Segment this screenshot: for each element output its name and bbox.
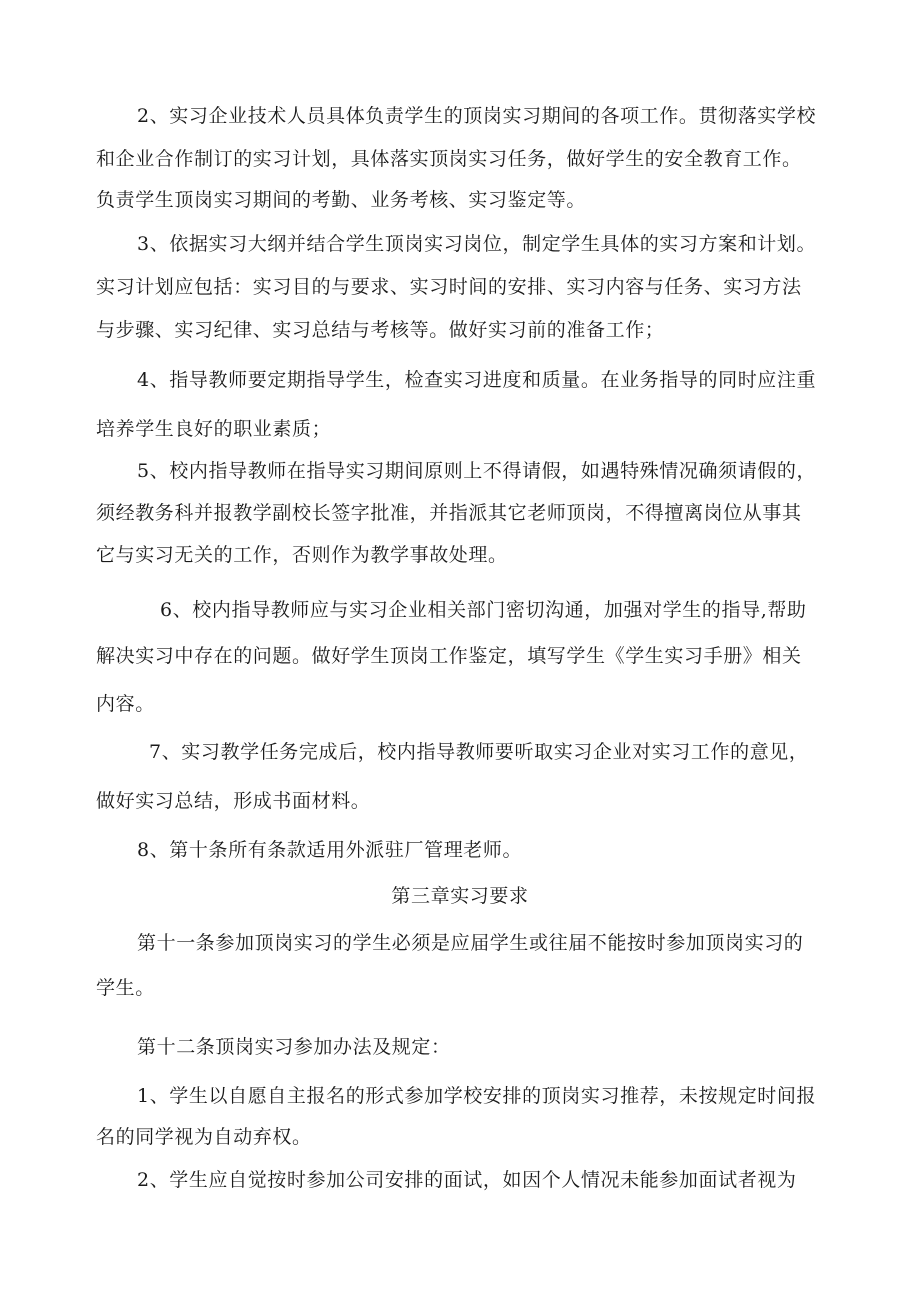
paragraph-line: 5、校内指导教师在指导实习期间原则上不得请假，如遇特殊情况确须请假的， bbox=[137, 460, 817, 482]
paragraph-line: 内容。 bbox=[96, 693, 155, 715]
paragraph-line: 它与实习无关的工作，否则作为教学事故处理。 bbox=[96, 544, 508, 566]
paragraph-line: 实习计划应包括：实习目的与要求、实习时间的安排、实习内容与任务、实习方法 bbox=[96, 276, 802, 298]
paragraph-line: 负责学生顶岗实习期间的考勤、业务考核、实习鉴定等。 bbox=[96, 189, 587, 211]
paragraph-line: 解决实习中存在的问题。做好学生顶岗工作鉴定，填写学生《学生实习手册》相关 bbox=[96, 645, 802, 667]
paragraph-line: 须经教务科并报教学副校长签字批准，并指派其它老师顶岗，不得擅离岗位从事其 bbox=[96, 502, 802, 524]
paragraph-line: 培养学生良好的职业素质； bbox=[96, 418, 332, 440]
paragraph-line: 4、指导教师要定期指导学生，检查实习进度和质量。在业务指导的同时应注重 bbox=[137, 369, 817, 391]
article-line: 第十一条参加顶岗实习的学生必须是应届学生或往届不能按时参加顶岗实习的 bbox=[137, 932, 804, 954]
chapter-heading: 第三章实习要求 bbox=[391, 885, 529, 907]
article-line: 名的同学视为自动弃权。 bbox=[96, 1126, 312, 1148]
paragraph-line: 8、第十条所有条款适用外派驻厂管理老师。 bbox=[137, 839, 523, 861]
article-line: 学生。 bbox=[96, 977, 155, 999]
paragraph-line: 7、实习教学任务完成后，校内指导教师要听取实习企业对实习工作的意见， bbox=[149, 741, 809, 763]
article-line: 2、学生应自觉按时参加公司安排的面试，如因个人情况未能参加面试者视为 bbox=[137, 1169, 797, 1191]
paragraph-line: 6、校内指导教师应与实习企业相关部门密切沟通，加强对学生的指导,帮助 bbox=[160, 599, 807, 621]
paragraph-line: 与步骤、实习纪律、实习总结与考核等。做好实习前的准备工作； bbox=[96, 319, 665, 341]
paragraph-line: 做好实习总结，形成书面材料。 bbox=[96, 790, 371, 812]
paragraph-line: 2、实习企业技术人员具体负责学生的顶岗实习期间的各项工作。贯彻落实学校 bbox=[137, 105, 817, 127]
article-line: 第十二条顶岗实习参加办法及规定： bbox=[137, 1036, 451, 1058]
paragraph-line: 和企业合作制订的实习计划，具体落实顶岗实习任务，做好学生的安全教育工作。 bbox=[96, 148, 802, 170]
paragraph-line: 3、依据实习大纲并结合学生顶岗实习岗位，制定学生具体的实习方案和计划。 bbox=[137, 233, 817, 255]
article-line: 1、学生以自愿自主报名的形式参加学校安排的顶岗实习推荐，未按规定时间报 bbox=[137, 1085, 817, 1107]
